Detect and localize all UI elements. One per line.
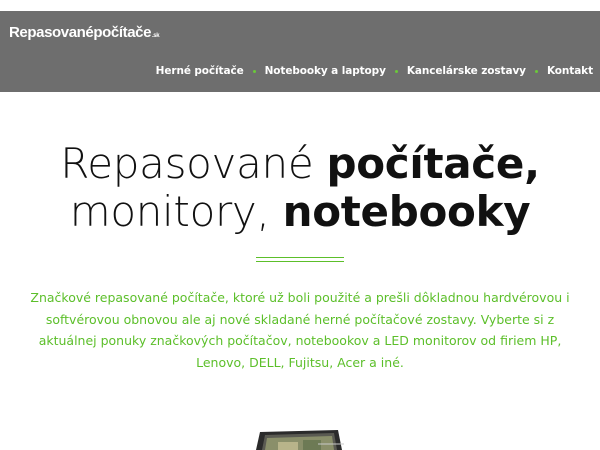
intro-paragraph: Značkové repasované počítače, ktoré už boli použité a prešli dôkladnou hardvérovou i softvérovou obnovou ale aj nové skladané herné počítačové zostavy. Vyberte si z aktuálnej ponuky značkových počítačov, notebookov a LED monitorov od firiem HP, Lenovo, DELL, Fujitsu, Acer a iné. (30, 290, 570, 370)
headline-line2-bold: notebooky (282, 187, 531, 236)
nav-separator-dot (253, 70, 256, 73)
divider-line (256, 257, 344, 258)
headline-line1-bold: počítače, (326, 139, 540, 188)
site-header (0, 11, 600, 92)
nav-item-kontakt[interactable]: Kontakt (546, 65, 593, 77)
headline-line2-light: monitory, (69, 187, 283, 236)
logo-suffix: .sk (152, 33, 160, 39)
nav-separator-dot (395, 70, 398, 73)
laptop-image (248, 428, 348, 450)
nav-item-kancelarske-zostavy[interactable]: Kancelárske zostavy (406, 65, 526, 77)
top-strip (0, 0, 600, 11)
logo-text: Repasovanépočítače (9, 24, 152, 41)
nav-item-notebooky[interactable]: Notebooky a laptopy (264, 65, 386, 77)
headline-divider (256, 257, 344, 263)
site-logo[interactable] (9, 24, 159, 41)
nav-item-herne-pocitace[interactable]: Herné počítače (155, 65, 244, 77)
main-nav (156, 65, 593, 77)
nav-separator-dot (535, 70, 538, 73)
headline-line1-light: Repasované (60, 139, 327, 188)
hero-headline (0, 140, 600, 236)
divider-line (256, 261, 344, 262)
